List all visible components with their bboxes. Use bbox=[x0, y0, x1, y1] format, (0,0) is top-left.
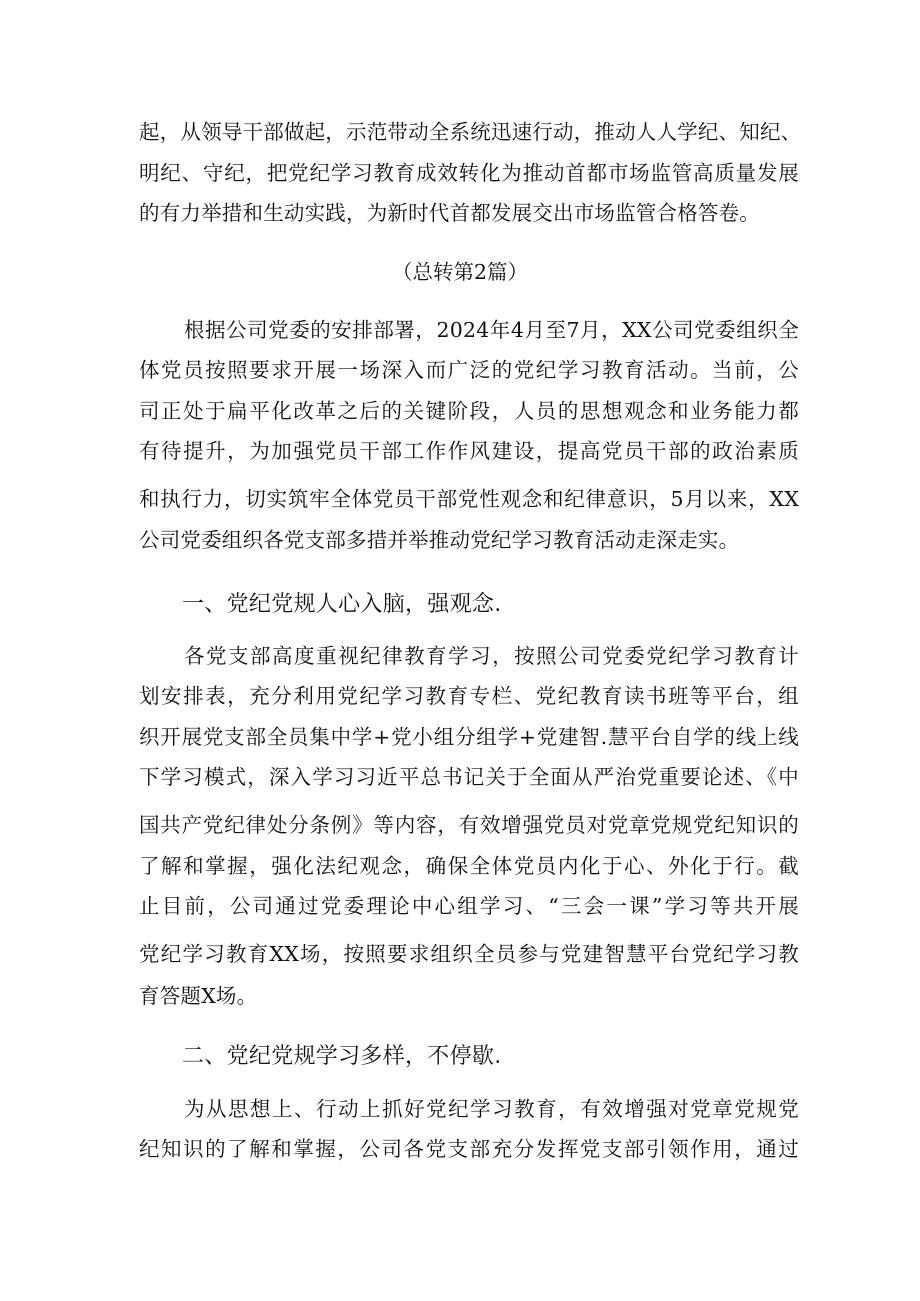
paragraph-line: 国共产党纪律处分条例》等内容，有效增强党员对党章党规党纪知识的 bbox=[139, 813, 799, 837]
paragraph-line: 体党员按照要求开展一场深入而广泛的党纪学习教育活动。当前，公 bbox=[139, 358, 799, 382]
article-subtitle: （总转第2篇） bbox=[391, 260, 529, 284]
paragraph-line: 起，从领导干部做起，示范带动全系统迅速行动，推动人人学纪、知纪、 bbox=[139, 120, 802, 144]
paragraph-line: 明纪、守纪，把党纪学习教育成效转化为推动首都市场监管高质量发展 bbox=[139, 161, 799, 185]
paragraph-line: 各党支部高度重视纪律教育学习，按照公司党委党纪学习教育计 bbox=[184, 644, 799, 668]
section-heading-1: 一、党纪党规人心入脑，强观念. bbox=[182, 592, 502, 617]
paragraph-line: 为从思想上、行动上抓好党纪学习教育，有效增强对党章党规党 bbox=[184, 1097, 799, 1121]
paragraph-line: 划安排表，充分利用党纪学习教育专栏、党纪教育读书班等平台，组 bbox=[139, 684, 799, 708]
paragraph-line: 党纪学习教育XX场，按照要求组织全员参与党建智慧平台党纪学习教 bbox=[139, 942, 799, 966]
paragraph-line: 公司党委组织各党支部多措并举推动党纪学习教育活动走深走实。 bbox=[139, 528, 740, 552]
paragraph-line: 织开展党支部全员集中学+党小组分组学+党建智.慧平台自学的线上线 bbox=[139, 725, 799, 749]
paragraph-line: 有待提升，为加强党员干部工作作风建设，提高党员干部的政治素质 bbox=[139, 439, 799, 463]
paragraph-line: 司正处于扁平化改革之后的关键阶段，人员的思想观念和业务能力都 bbox=[139, 399, 799, 423]
paragraph-line: 和执行力，切实筑牢全体党员干部党性观念和纪律意识，5月以来，XX bbox=[139, 487, 799, 511]
paragraph-line: 下学习模式，深入学习习近平总书记关于全面从严治党重要论述、《中 bbox=[139, 765, 799, 789]
paragraph-line: 纪知识的了解和掌握，公司各党支部充分发挥党支部引领作用，通过 bbox=[139, 1137, 799, 1161]
paragraph-line: 止目前，公司通过党委理论中心组学习、“三会一课”学习等共开展 bbox=[139, 894, 799, 918]
paragraph-line: 根据公司党委的安排部署，2024年4月至7月，XX公司党委组织全 bbox=[184, 318, 799, 342]
section-heading-2: 二、党纪党规学习多样，不停歇. bbox=[182, 1044, 502, 1069]
paragraph-line: 了解和掌握，强化法纪观念，确保全体党员内化于心、外化于行。截 bbox=[139, 854, 799, 878]
paragraph-line: 的有力举措和生动实践，为新时代首都发展交出市场监管合格答卷。 bbox=[139, 201, 760, 225]
paragraph-line: 育答题X场。 bbox=[139, 984, 258, 1008]
